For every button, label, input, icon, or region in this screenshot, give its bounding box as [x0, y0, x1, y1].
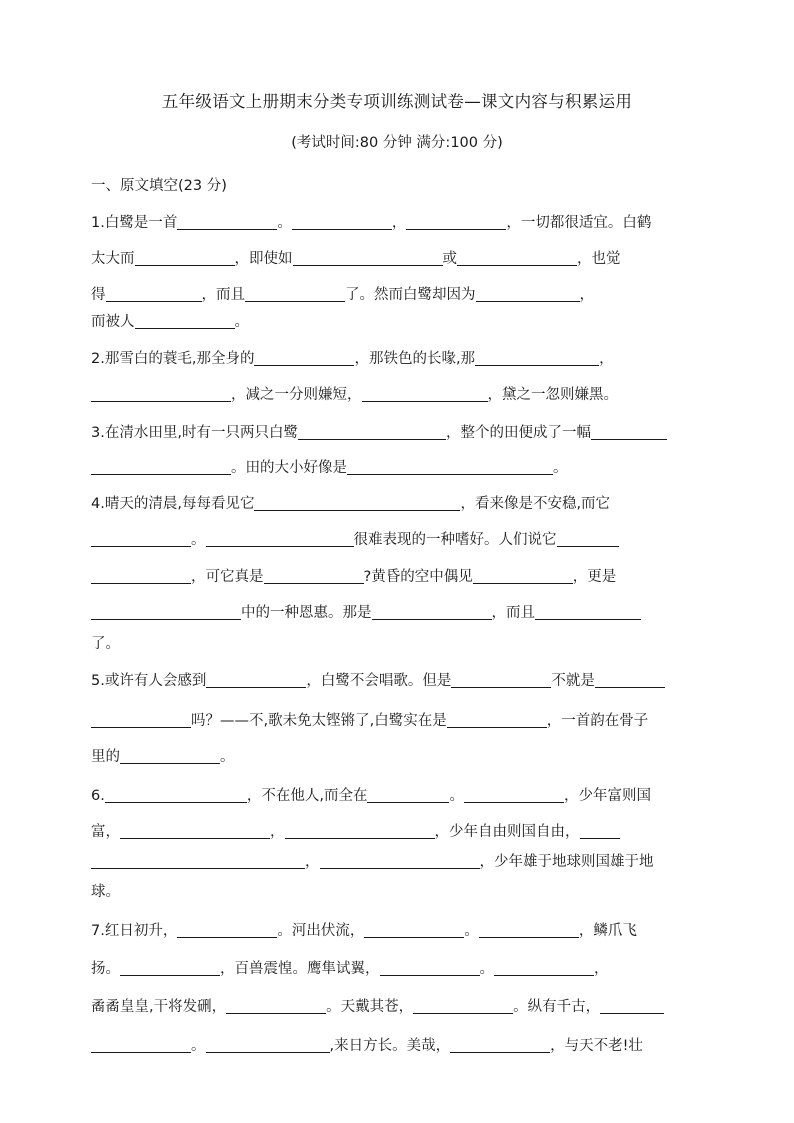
question-text: 。 [191, 1038, 206, 1054]
question-text: 。 [449, 788, 464, 804]
question-line [91, 423, 667, 443]
answer-blank[interactable] [91, 852, 305, 869]
question-text: 或 [442, 251, 457, 267]
question-line [91, 458, 568, 478]
question-line [91, 711, 648, 731]
answer-blank[interactable] [595, 671, 665, 688]
question-line [91, 852, 654, 872]
answer-blank[interactable] [479, 921, 579, 938]
answer-blank[interactable] [320, 852, 480, 869]
section-heading: 一、原文填空(23 分) [91, 178, 227, 194]
answer-blank[interactable] [476, 285, 580, 302]
question-line [91, 349, 614, 369]
answer-blank[interactable] [120, 959, 220, 976]
answer-blank[interactable] [473, 567, 573, 584]
question-text: 不就是 [551, 673, 595, 689]
answer-blank[interactable] [494, 959, 594, 976]
question-text: 。田的大小好像是 [231, 460, 347, 476]
question-text: 。 [479, 961, 494, 977]
question-line [91, 312, 249, 332]
question-text: ，黛之一忽则嫌黑。 [487, 387, 618, 403]
question-text: ， [391, 215, 407, 231]
question-line [91, 213, 651, 233]
question-line [91, 882, 120, 902]
question-line [91, 671, 665, 691]
answer-blank[interactable] [91, 603, 241, 620]
question-text: ，即使如 [234, 251, 293, 267]
question-text: ， [599, 351, 614, 367]
answer-blank[interactable] [293, 249, 443, 266]
question-text: ，那铁色的长喙,那 [354, 351, 476, 367]
answer-blank[interactable] [406, 213, 506, 230]
question-text: 扬。 [91, 961, 120, 977]
answer-blank[interactable] [206, 671, 306, 688]
question-text: 1.白鹭是一首 [91, 215, 178, 231]
question-line [91, 786, 651, 806]
question-text: ?黄昏的空中偶见 [363, 569, 473, 585]
question-text: 太大而 [91, 251, 135, 267]
question-text: 得 [91, 287, 106, 303]
question-text: 了。 [91, 636, 120, 652]
answer-blank[interactable] [120, 747, 220, 764]
question-text: 了。然而白鹭却因为 [345, 287, 476, 303]
question-line [91, 747, 235, 767]
question-text: 3.在清水田里,时有一只两只白鹭 [91, 425, 298, 441]
answer-blank[interactable] [447, 711, 547, 728]
answer-blank[interactable] [450, 1036, 550, 1053]
answer-blank[interactable] [206, 530, 354, 547]
question-text: 而被人 [91, 314, 135, 330]
question-text: ，不在他人,而全在 [246, 788, 368, 804]
question-text: ，百兽震惶。鹰隼试翼， [220, 961, 380, 977]
answer-blank[interactable] [91, 1036, 191, 1053]
answer-blank[interactable] [475, 349, 599, 366]
answer-blank[interactable] [91, 458, 231, 475]
answer-blank[interactable] [600, 997, 664, 1014]
answer-blank[interactable] [372, 603, 492, 620]
question-text: ，更是 [572, 569, 617, 585]
question-text: ，而且 [491, 605, 535, 621]
question-line [91, 285, 594, 305]
question-text: ，减之一分则嫌短， [231, 387, 362, 403]
question-text: ，与天不老!壮 [550, 1038, 643, 1054]
answer-blank[interactable] [120, 822, 270, 839]
answer-blank[interactable] [580, 822, 620, 839]
question-line [91, 603, 641, 623]
question-text: ，一切都很适宜。白鹤 [506, 215, 652, 231]
answer-blank[interactable] [367, 786, 449, 803]
answer-blank[interactable] [91, 567, 191, 584]
question-text: 。 [191, 532, 206, 548]
question-text: ，而且 [201, 287, 245, 303]
answer-blank[interactable] [206, 1036, 330, 1053]
question-text: 7.红日初升， [91, 923, 178, 939]
question-text: 4.晴天的清晨,每每看见它 [91, 496, 255, 512]
exam-info: (考试时间:80 分钟 满分:100 分) [291, 135, 503, 151]
question-text: 。天戴其苍， [326, 999, 414, 1015]
answer-blank[interactable] [535, 603, 641, 620]
question-line [91, 1036, 643, 1056]
answer-blank[interactable] [254, 349, 354, 366]
answer-blank[interactable] [380, 959, 480, 976]
answer-blank[interactable] [413, 997, 513, 1014]
answer-blank[interactable] [245, 285, 345, 302]
question-text: 2.那雪白的蓑毛,那全身的 [91, 351, 255, 367]
question-line [91, 997, 664, 1017]
question-text: 。纵有千古， [513, 999, 601, 1015]
answer-blank[interactable] [298, 423, 446, 440]
answer-blank[interactable] [557, 530, 619, 547]
question-text: ， [594, 961, 609, 977]
question-text: 。河出伏流， [277, 923, 365, 939]
answer-blank[interactable] [591, 423, 667, 440]
question-text: ， [579, 287, 594, 303]
answer-blank[interactable] [177, 921, 277, 938]
answer-blank[interactable] [91, 385, 231, 402]
answer-blank[interactable] [285, 822, 435, 839]
answer-blank[interactable] [457, 249, 577, 266]
answer-blank[interactable] [362, 385, 488, 402]
question-text: ，也觉 [577, 251, 621, 267]
question-text: ，看来像是不安稳,而它 [460, 496, 611, 512]
question-line [91, 921, 637, 941]
question-text: 。 [277, 215, 292, 231]
question-text: 里的 [91, 749, 120, 765]
answer-blank[interactable] [364, 921, 464, 938]
question-text: ，少年自由则国自由， [434, 824, 580, 840]
answer-blank[interactable] [292, 213, 392, 230]
answer-blank[interactable] [135, 312, 235, 329]
question-text: ， [305, 854, 320, 870]
question-text: 5.或许有人会感到 [91, 673, 207, 689]
question-text: 。 [234, 314, 249, 330]
document-title: 五年级语文上册期末分类专项训练测试卷—课文内容与积累运用 [161, 92, 633, 111]
question-text: 富， [91, 824, 120, 840]
question-text: 中的一种恩惠。那是 [241, 605, 372, 621]
answer-blank[interactable] [91, 711, 191, 728]
answer-blank[interactable] [177, 213, 277, 230]
question-text: ， [270, 824, 285, 840]
question-text: 。 [464, 923, 479, 939]
question-line [91, 249, 621, 269]
question-text: ，一首韵在骨子 [546, 713, 649, 729]
question-text: ，白鹭不会唱歌。但是 [306, 673, 452, 689]
question-text: 。 [553, 460, 568, 476]
question-line [91, 959, 609, 979]
question-text: ,来日方长。美哉， [329, 1038, 451, 1054]
answer-blank[interactable] [91, 530, 191, 547]
answer-blank[interactable] [106, 285, 202, 302]
question-line [91, 634, 120, 654]
answer-blank[interactable] [254, 494, 460, 511]
answer-blank[interactable] [105, 786, 247, 803]
answer-blank[interactable] [226, 997, 326, 1014]
answer-blank[interactable] [264, 567, 364, 584]
question-line [91, 385, 618, 405]
question-text: ，少年雄于地球则国雄于地 [479, 854, 654, 870]
question-text: 6. [91, 788, 105, 804]
question-line [91, 530, 619, 550]
question-line [91, 567, 616, 587]
answer-blank[interactable] [135, 249, 235, 266]
answer-blank[interactable] [451, 671, 551, 688]
question-text: 。 [220, 749, 235, 765]
answer-blank[interactable] [464, 786, 564, 803]
question-text: ，鳞爪飞 [578, 923, 637, 939]
answer-blank[interactable] [347, 458, 553, 475]
question-text: ，可它真是 [191, 569, 264, 585]
question-text: ，少年富则国 [563, 788, 651, 804]
question-text: ，整个的田便成了一幅 [445, 425, 591, 441]
question-text: 矞矞皇皇,干将发硎， [91, 999, 227, 1015]
question-text: 很难表现的一种嗜好。人们说它 [353, 532, 557, 548]
question-line [91, 822, 620, 842]
question-line [91, 494, 610, 514]
question-text: 吗？——不,歌未免太铿锵了,白鹭实在是 [191, 713, 447, 729]
question-text: 球。 [91, 884, 120, 900]
